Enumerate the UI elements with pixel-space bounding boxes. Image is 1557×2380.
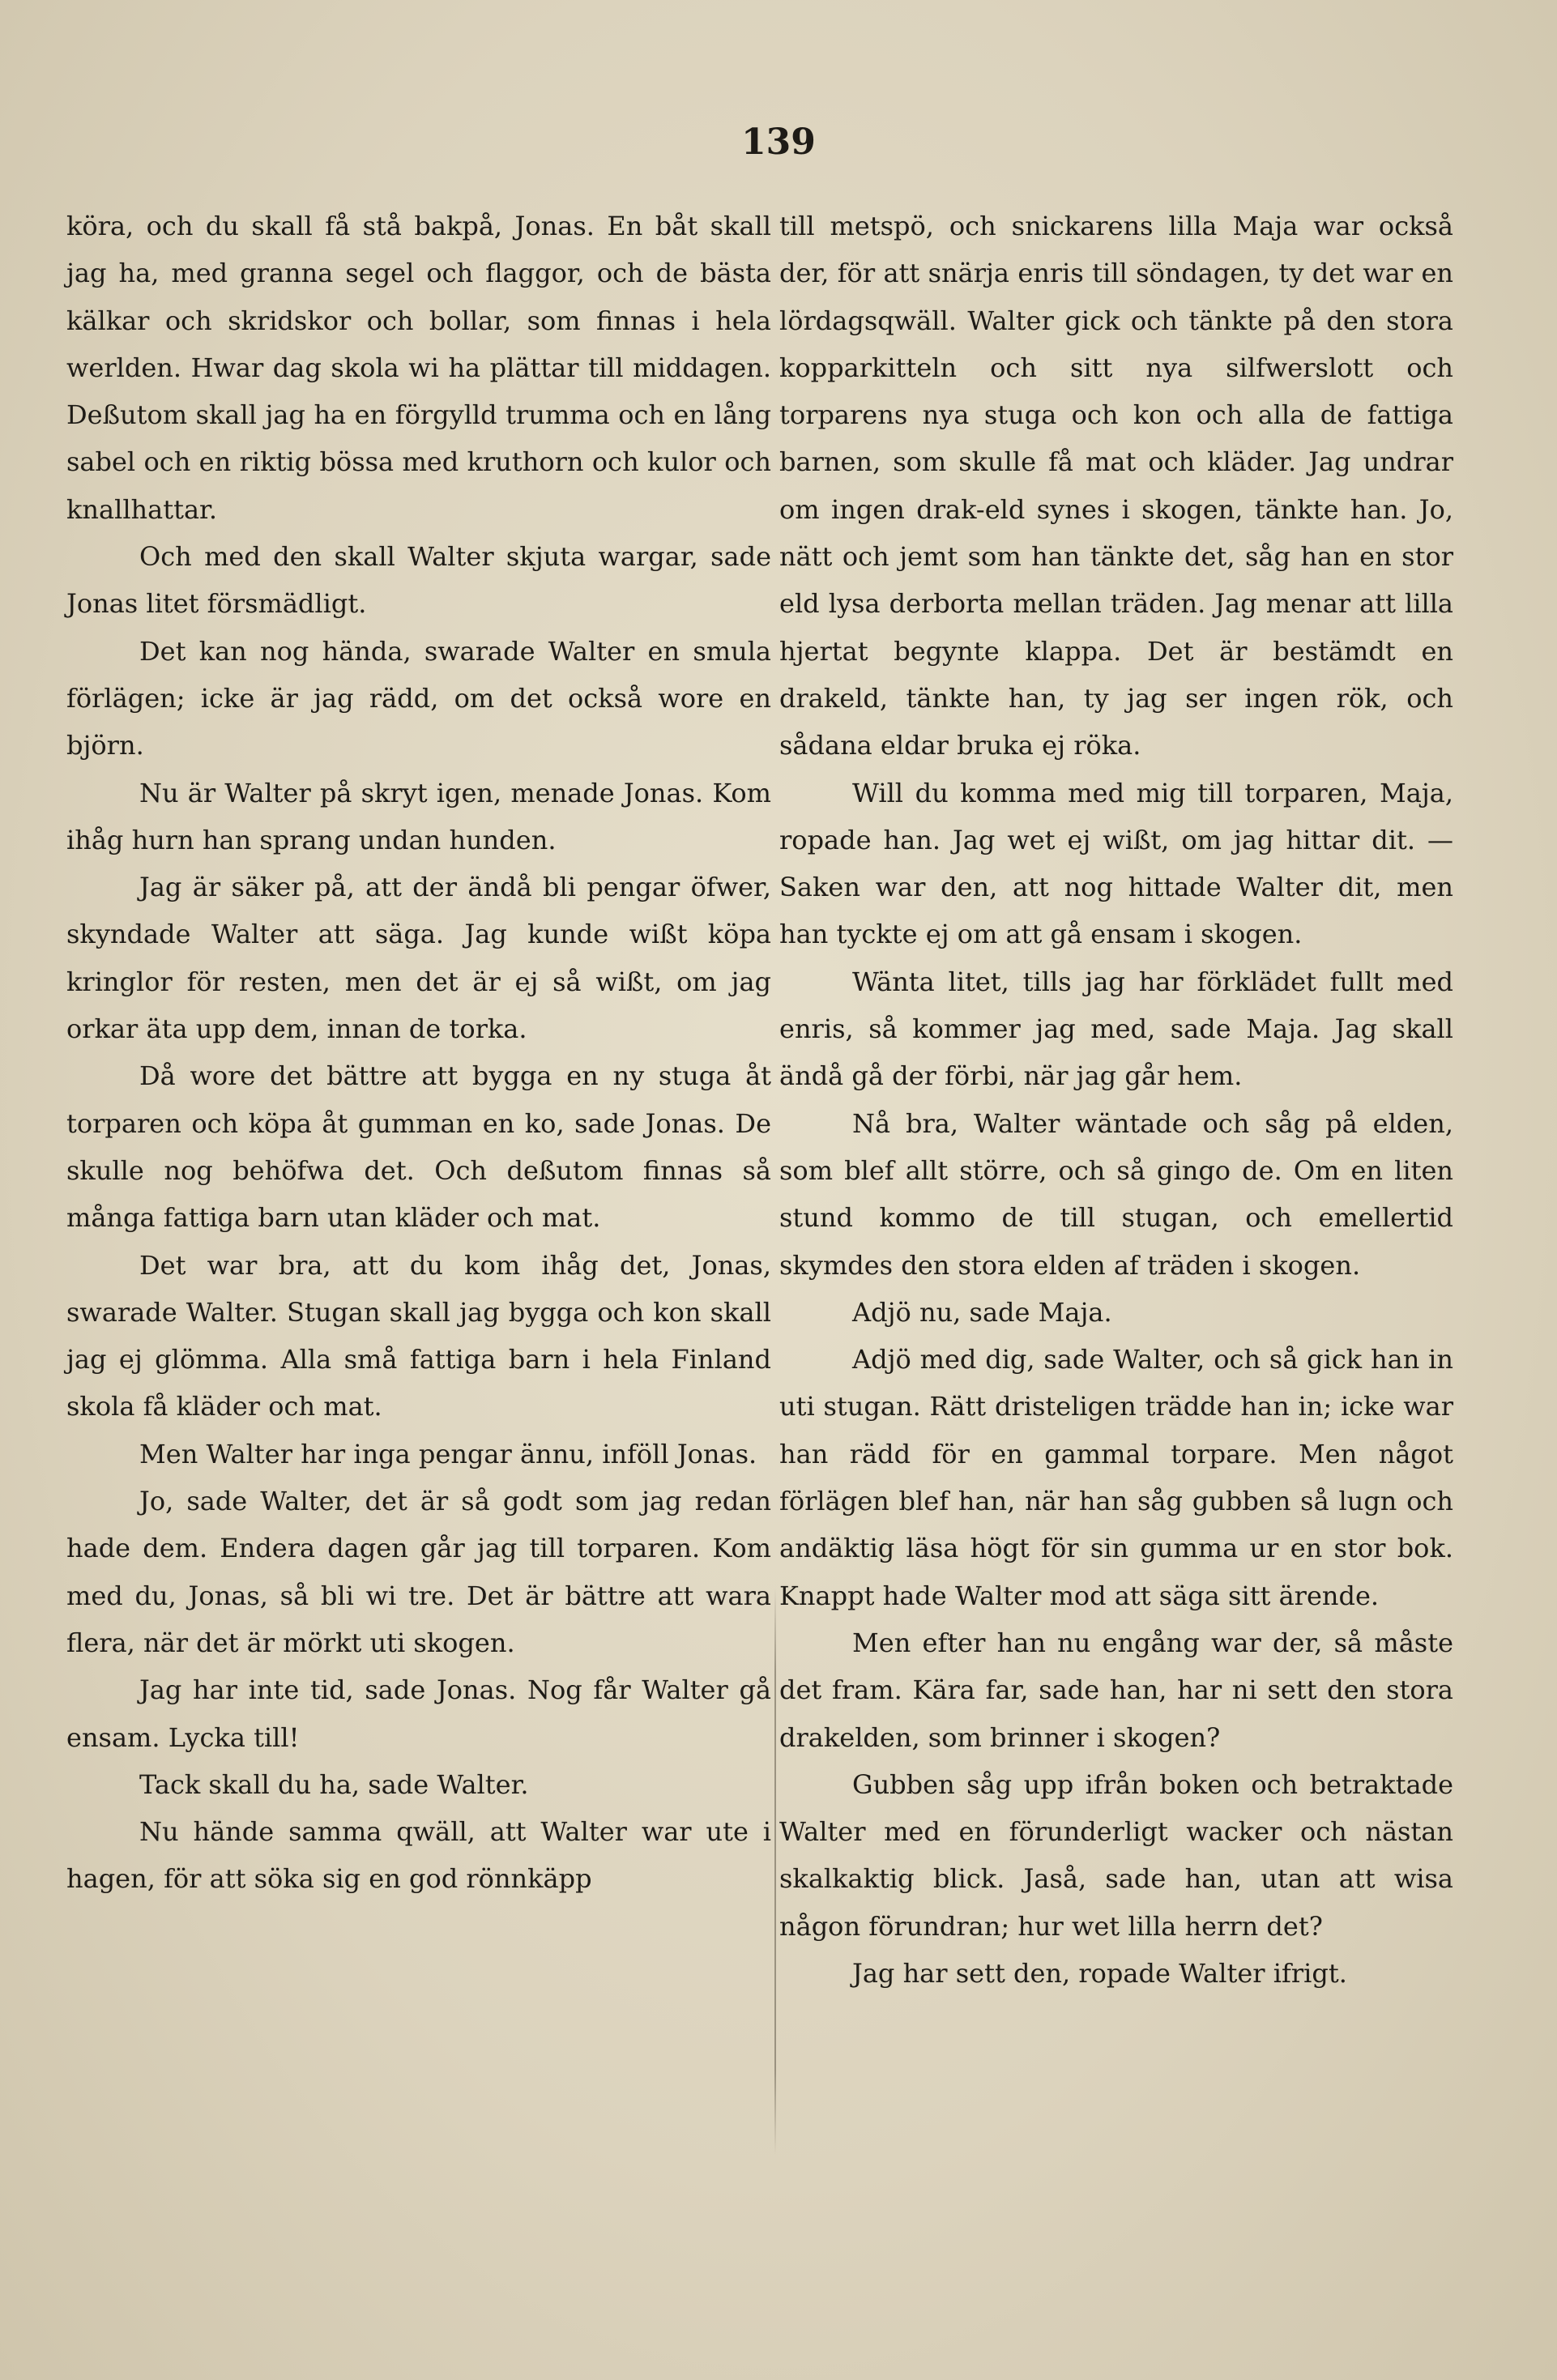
right-column xyxy=(779,203,1453,1997)
paragraph: Men Walter har inga pengar ännu, inföll Jonas. xyxy=(139,1438,757,1469)
paragraph: till metspö, och snickarens lilla Maja war också der, för att snärja enris till söndagen, ty det war en lördagsqwäll. Walter gick och tänkte på den stora kopparkitteln och sitt nya silfwerslott och torparens nya stuga och kon och alla de fattiga barnen, som skulle få mat och kläder. Jag undrar om ingen drak-eld synes i skogen, tänkte han. Jo, nätt och jemt som han tänkte det, såg han en stor eld lysa derborta mellan träden. Jag menar att lilla hjertat begynte klappa. Det är bestämdt en drakeld, tänkte han, ty jag ser ingen rök, och sådana eldar bruka ej röka. xyxy=(779,211,1453,761)
paragraph: Tack skall du ha, sade Walter. xyxy=(139,1768,529,1800)
column-divider xyxy=(774,1588,776,2155)
paragraph: Jo, sade Walter, det är så godt som jag redan hade dem. Endera dagen går jag till torparen. Kom med du, Jonas, så bli wi tre. Det är bättre att wara flera, när det är mörkt uti skogen. xyxy=(66,1486,771,1658)
paragraph: Adjö med dig, sade Walter, och så gick han in uti stugan. Rätt dristeligen trädde han in; icke war han rädd för en gammal torpare. Men något förlägen blef han, när han såg gubben så lugn och andäktig läsa högt för sin gumma ur en stor bok. Knappt hade Walter mod att säga sitt ärende. xyxy=(779,1344,1453,1611)
page-number: 139 xyxy=(741,122,816,163)
paragraph: Nu är Walter på skryt igen, menade Jonas. Kom ihåg hurn han sprang undan hunden. xyxy=(66,777,771,855)
paragraph: Nu hände samma qwäll, att Walter war ute i hagen, för att söka sig en god rönnkäpp xyxy=(66,1816,771,1895)
paragraph: Och med den skall Walter skjuta wargar, sade Jonas litet försmädligt. xyxy=(66,541,771,620)
paragraph: Will du komma med mig till torparen, Maja, ropade han. Jag wet ej wißt, om jag hittar dit. — Saken war den, att nog hittade Walter dit, men han tyckte ej om att gå ensam i skogen. xyxy=(779,777,1453,950)
paragraph: Det kan nog hända, swarade Walter en smula förlägen; icke är jag rädd, om det också wore en björn. xyxy=(66,635,771,761)
paragraph: Nå bra, Walter wäntade och såg på elden, som blef allt större, och så gingo de. Om en liten stund kommo de till stugan, och emellertid skymdes den stora elden af träden i skogen. xyxy=(779,1107,1453,1281)
paragraph: Men efter han nu engång war der, så måste det fram. Kära far, sade han, har ni sett den stora drakelden, som brinner i skogen? xyxy=(779,1627,1453,1753)
paragraph: Jag har inte tid, sade Jonas. Nog får Walter gå ensam. Lycka till! xyxy=(66,1674,771,1753)
paragraph: Då wore det bättre att bygga en ny stuga åt torparen och köpa åt gumman en ko, sade Jonas. De skulle nog behöfwa det. Och deßutom finnas så många fattiga barn utan kläder och mat. xyxy=(66,1060,771,1234)
paragraph: Jag är säker på, att der ändå bli pengar öfwer, skyndade Walter att säga. Jag kunde wißt köpa kringlor för resten, men det är ej så wißt, om jag orkar äta upp dem, innan de torka. xyxy=(66,872,771,1045)
paragraph: Wänta litet, tills jag har förklädet fullt med enris, så kommer jag med, sade Maja. Jag skall ändå gå der förbi, när jag går hem. xyxy=(779,966,1453,1092)
paragraph: Det war bra, att du kom ihåg det, Jonas, swarade Walter. Stugan skall jag bygga och kon skall jag ej glömma. Alla små fattiga barn i hela Finland skola få kläder och mat. xyxy=(66,1249,771,1422)
paragraph: Adjö nu, sade Maja. xyxy=(852,1296,1112,1328)
left-column xyxy=(66,203,771,1903)
paragraph: Gubben såg upp ifrån boken och betraktade Walter med en förunderligt wacker och nästan skalkaktig blick. Jaså, sade han, utan att wisa någon förundran; hur wet lilla herrn det? xyxy=(779,1768,1453,1942)
paragraph: köra, och du skall få stå bakpå, Jonas. En båt skall jag ha, med granna segel och flaggor, och de bästa kälkar och skridskor och bollar, som finnas i hela werlden. Hwar dag skola wi ha plättar till middagen. Deßutom skall jag ha en förgylld trumma och en lång sabel och en riktig bössa med kruthorn och kulor och knallhattar. xyxy=(66,211,771,525)
paragraph: Jag har sett den, ropade Walter ifrigt. xyxy=(852,1957,1347,1989)
